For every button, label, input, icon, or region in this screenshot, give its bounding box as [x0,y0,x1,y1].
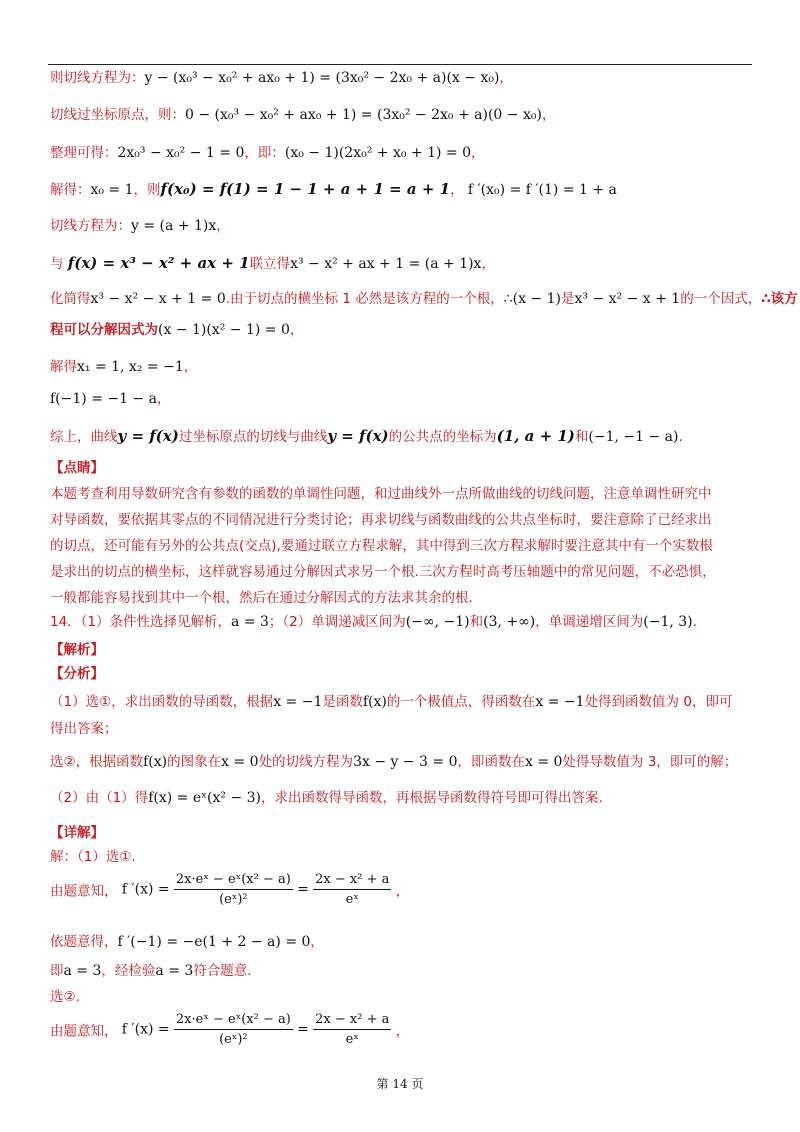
derivative-line-2 [50,1012,409,1047]
line-simplify [50,143,485,163]
text-label: 综上，曲线 [50,429,118,445]
math-expression: ∴(x − 1) [503,291,561,307]
math-expression: x = −1 [535,694,585,710]
fraction-denominator: (eˣ)² [219,892,248,907]
fraction [313,1012,391,1047]
math-expression: x³ − x² − x + 1 = 0 [90,291,226,307]
punct: ， [481,256,495,272]
punct: ， [395,1023,410,1040]
solution-line-4 [50,961,252,981]
line-factor [50,289,798,309]
fraction-denominator: (eˣ)² [219,1032,248,1047]
math-expression: f ′(x) = [121,881,170,898]
math-expression: (−1, −1 − a) [588,429,679,445]
text-label: ∴该方 [761,291,798,307]
text-label: ；（2）单调递减区间为 [268,614,406,630]
text-label: 切线方程为： [50,218,131,234]
punct: ， [541,107,556,123]
math-expression: x³ − x² + ax + 1 = (a + 1)x [290,256,482,272]
math-expression: x = 0 [221,754,259,770]
line-solve-x0 [50,179,617,200]
paragraph-line: 对导函数，要依据其零点的不同情况进行分类讨论；再求切线与函数曲线的公共点坐标时，要注意除了已经求出 [50,512,712,528]
text-label: 由题意知， [50,883,118,900]
analysis-line-1 [50,692,732,712]
punct: ， [499,70,513,86]
math-expression: x³ − x² − x + 1 [574,291,681,307]
math-expression: = [297,1021,309,1038]
math-expression: (x − 1)(x² − 1) = 0 [158,322,290,338]
text-label: 解得： [50,182,91,198]
text-label: .由于切点的横坐标 1 必然是该方程的一个根， [225,291,504,307]
math-expression: a = 3 [231,614,269,630]
page-number: 第 14 页 [376,1077,424,1091]
text-label: 与 [50,256,64,272]
paragraph-line: 一般都能容易找到其中一个根，然后在通过分解因式的方法求其余的根. [50,590,473,606]
line-f-minus-one [50,389,171,409]
text-label: 化简得 [50,291,91,307]
math-expression: a = 3 [155,963,194,979]
line-combine [50,253,495,274]
text-label: ，即函数在 [457,754,525,770]
math-expression: x₀ = 1 [90,182,134,198]
fraction-numerator: 2x − x² + a [313,872,391,890]
text-label: （1）选①，求出函数的导函数，根据 [50,694,274,710]
punct: ， [289,322,304,338]
analysis-line-2: 得出答案； [50,721,118,737]
math-expression: f(x) [143,754,168,770]
text-label: 切线过坐标原点，则： [50,107,185,123]
text-label: 由题意知， [50,1023,118,1040]
punct: ， [157,391,171,407]
text-label: 14．（1）条件性选择见解析， [50,614,232,630]
text-label: 处得到函数值为 0，即可 [584,694,733,710]
analysis-line-3 [50,752,737,772]
math-expression: y = (a + 1)x [131,218,217,234]
math-expression: (x₀ − 1)(2x₀² + x₀ + 1) = 0 [284,145,471,161]
punct: ， [183,359,198,375]
text-label: ，则 [133,182,161,198]
line-conclusion [50,426,683,447]
section-heading-fenxi: 【分析】 [50,666,104,682]
text-label: ，经检验 [101,963,156,979]
paragraph-line: 是求出的切点的横坐标，这样就容易通过分解因式求另一个根.三次方程时高考压轴题中的常见问题，不必恐惧， [50,564,716,580]
fraction [174,1012,293,1047]
text-label: ，单调递增区间为 [535,614,644,630]
math-expression: f(−1) = −1 − a [50,391,157,407]
text-label: 即 [50,963,64,979]
math-expression: (−∞, −1) [405,614,470,630]
header-rule [48,64,752,65]
section-heading-jiexi: 【解析】 [50,642,104,658]
analysis-line-4 [50,788,603,808]
text-label: 依题意得， [50,934,118,950]
math-expression: y − (x₀³ − x₀² + ax₀ + 1) = (3x₀² − 2x₀ + a)(x − x₀) [144,70,500,86]
text-label: ，求出函数得导函数，再根据导函数得符号即可得出答案. [261,790,603,806]
punct: ， [310,934,324,950]
text-label: 的图象在 [167,754,222,770]
text-label: 和 [469,614,484,630]
math-expression: x₁ = 1, x₂ = −1 [77,359,184,375]
fraction [313,872,391,907]
text-label: 过坐标原点的切线与曲线 [178,429,328,445]
text-label: 的一个因式， [680,291,762,307]
math-expression: x = −1 [273,694,323,710]
math-expression: (1, a + 1) [496,427,575,445]
text-label: 符合题意. [193,963,252,979]
math-expression: 2x₀³ − x₀² − 1 = 0 [117,145,245,161]
math-expression: = [297,881,309,898]
fraction-numerator: 2x·eˣ − eˣ(x² − a) [174,1012,293,1030]
math-expression: f(x₀) = f(1) = 1 − 1 + a + 1 = a + 1 [160,180,451,198]
text-label: 的公共点的坐标为 [388,429,497,445]
math-expression: f ′(x) = [121,1021,170,1038]
math-expression: (3, +∞) [483,614,536,630]
math-expression: y = f(x) [117,427,179,445]
fraction-denominator: eˣ [345,892,359,907]
text-label: 选②，根据函数 [50,754,144,770]
fraction-numerator: 2x·eˣ − eˣ(x² − a) [174,872,293,890]
line-tangent-result [50,216,230,236]
text-label: ，即： [244,145,285,161]
fraction [174,872,293,907]
text-label: 整理可得： [50,145,118,161]
line-roots [50,357,197,377]
text-label: 程可以分解因式为 [50,322,158,338]
solution-line-3 [50,932,324,952]
math-expression: f ′(−1) = −e(1 + 2 − a) = 0 [117,934,311,950]
math-expression: f(x) = eˣ(x² − 3) [148,790,262,806]
text-label: 联立得 [249,256,291,272]
fraction-numerator: 2x − x² + a [313,1012,391,1030]
text-label: 的一个极值点，得函数在 [386,694,536,710]
math-expression: f(x) = x³ − x² + ax + 1 [67,254,250,272]
punct: . [692,614,697,630]
derivative-line-1 [50,872,409,907]
math-expression: y = f(x) [327,427,389,445]
fraction-denominator: eˣ [345,1032,359,1047]
text-label: 处得导数值为 3，即可的解； [562,754,738,770]
text-label: 是函数 [322,694,363,710]
math-expression: a = 3 [63,963,102,979]
paragraph-line: 本题考查利用导数研究含有参数的函数的单调性问题，和过曲线外一点所做曲线的切线问题，注意单调性研究中 [50,486,712,502]
line-factored-form [50,320,303,340]
solution-line-1: 解：（1）选①. [50,849,136,865]
punct: ， [471,145,485,161]
text-label: （2）由（1）得 [50,790,149,806]
text-label: 则切线方程为： [50,70,145,86]
text-label: 和 [574,429,589,445]
text-label: 处的切线方程为 [258,754,354,770]
solution-line-5: 选②. [50,989,80,1005]
text-label: 解得 [50,359,77,375]
line-tangent-equation [50,68,513,88]
math-expression: f ′(x₀) = f ′(1) = 1 + a [467,182,617,198]
punct: ， [450,182,464,198]
math-expression: 3x − y − 3 = 0 [353,754,458,770]
math-expression: x = 0 [524,754,563,770]
punct: ， [395,883,410,900]
punct: ， [216,218,230,234]
answer-14 [50,612,697,632]
section-heading-xiangjie: 【详解】 [50,825,104,841]
math-expression: 0 − (x₀³ − x₀² + ax₀ + 1) = (3x₀² − 2x₀ + a)(0 − x₀) [185,107,542,123]
math-expression: (−1, 3) [643,614,693,630]
section-heading-dianjing: 【点睛】 [50,460,104,476]
text-label: 是 [560,291,575,307]
punct: . [678,429,683,445]
math-expression: f(x) [362,694,387,710]
paragraph-line: 的切点，还可能有另外的公共点(交点),要通过联立方程求解，其中得到三次方程求解时要注意其中有一个实数根 [50,538,713,554]
line-through-origin [50,105,555,125]
